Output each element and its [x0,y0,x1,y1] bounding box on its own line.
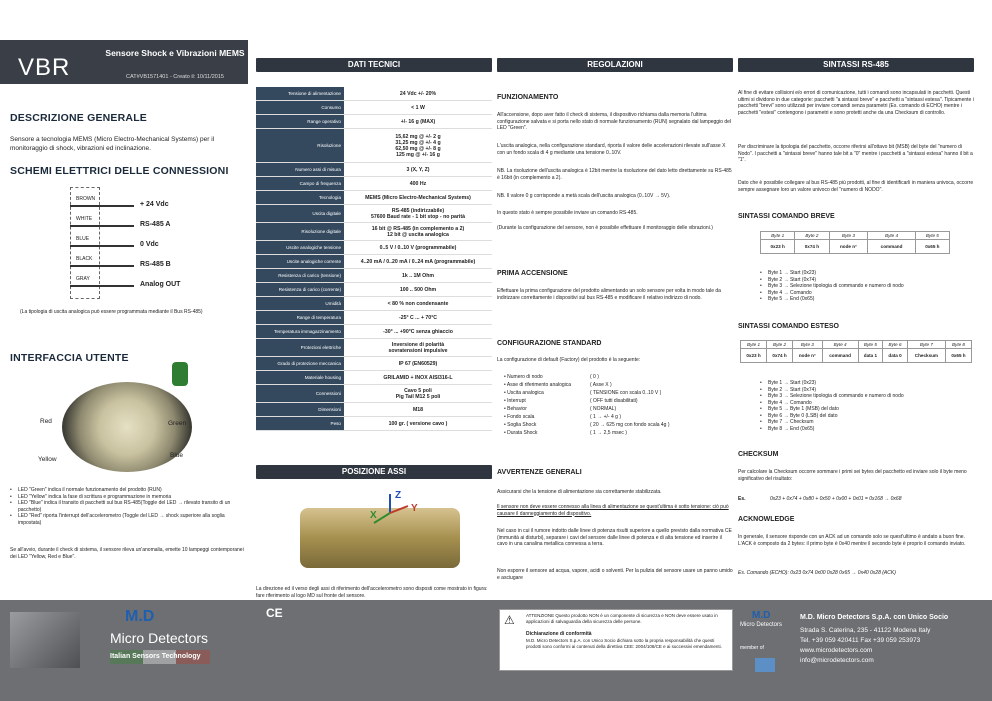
conf-item [504,398,734,406]
tech-value-line: 0..5 V / 0..10 V (programmabile) [379,244,457,251]
wire-row [70,196,200,216]
tech-value [344,223,492,240]
cmd-cell: Byte 4 [868,232,915,240]
tech-row [256,269,492,283]
tech-value [344,325,492,338]
tech-value [344,87,492,100]
axes-title: POSIZIONE ASSI [256,465,492,479]
tech-value-line: +/- 16 g (MAX) [400,118,436,125]
short-list-item: • Byte 1 → Start (0x23) [760,270,975,277]
cmd-cell: data 1 [858,349,883,363]
conf-value: ( NORMAL) [590,406,617,412]
ce-mark: CE [266,606,283,620]
tech-label: Dimensioni [256,403,344,416]
sensor-cable-photo [10,612,80,668]
tech-label: Resistenza di carico (tensione) [256,269,344,282]
cmd-cell: Byte 6 [883,341,908,349]
rs485-title: SINTASSI RS-485 [738,58,974,72]
tech-label: Uscita digitale [256,205,344,222]
ext-list-item: • Byte 7 → Checksum [760,419,975,426]
rs485-p1: Al fine di evitare collisioni e/o errori di comunicazione, tutti i comandi sono incapsulati in pacchetti. Questi ultimi si dividono in due categorie: pacchetti "a sintassi breve" e pacchetti a "sintassi estesa". Tipicamente i pacchetti "brevi" sono utilizzati per inviare comandi senza parametri (Es. comando di ECHO) mentre i pacchetti "estesi" contengono i parametri e sono protetti anche da una Checksum di controllo. [738,90,974,116]
reg-title: REGOLAZIONI [497,58,733,72]
cmd-cell: Byte 5 [915,232,949,240]
warn-p4: Non esporre il sensore ad acqua, vapore, acidi o solventi. Per la pulizia del sensore usare un panno umido e asciugare [497,568,733,581]
tech-value-line: 400 Hz [409,180,427,187]
logo-small-text: Micro Detectors [740,622,783,628]
tech-value [344,163,492,176]
tech-value [344,357,492,370]
cmd-cell: Byte 2 [795,232,829,240]
short-table [760,231,950,254]
wire-color-label: BROWN [76,196,96,202]
tech-value-line: IP 67 (EN60529) [398,360,438,367]
conf-item [504,374,734,382]
warning-text: ATTENZIONE Questo prodotto NON è un componente di sicurezza e NON deve essere usato in applicazioni di salvaguardia della sicurezza delle persone. [526,613,718,624]
conf-item [504,414,734,422]
company-web[interactable]: www.microdetectors.com [800,647,873,654]
tech-row [256,311,492,325]
tech-value-line: sovratensioni impulsive [388,347,448,354]
product-title: Sensore Shock e Vibrazioni MEMS [105,48,245,58]
warning-icon: ⚠ [504,613,515,627]
tech-value [344,269,492,282]
conf-key: • Asse di riferimento analogica [504,382,572,388]
tech-value [344,177,492,190]
conf-value: ( 0 ) [590,374,599,380]
func-p3: NB. La risoluzione dell'uscita analogica è 12bit mentre la risoluzione del dato letto direttamente su RS-485 è 16bit (in complemento a 2). [497,168,732,181]
tech-value-line: RS-485 (indirizzabile) [391,207,445,214]
cmd-cell: command [868,240,915,254]
member-text: member of [740,645,764,651]
led-green-label: Green [168,420,187,427]
tech-value-line: MEMS (Micro Electro-Mechanical Systems) [365,194,471,201]
company-mail[interactable]: info@microdetectors.com [800,657,874,664]
conf-value: ( Asse X ) [590,382,612,388]
short-list-item: • Byte 3 → Selezione tipologia di commando e numero di nodo [760,283,975,290]
led-list-item: • LED "Blue" indica il transito di pacchetti sul bus RS-485(Toggle del LED → rilevato transito di un pacchetto) [10,500,245,513]
tech-label: Consumo [256,101,344,114]
func-p5: In questo stato è sempre possibile inviare un comando RS-485. [497,210,638,216]
conf-key: • Interrupt [504,398,526,404]
tech-label: Temperatura immagazzinamento [256,325,344,338]
wire-line [70,245,134,247]
conf-key: • Soglia Shock [504,422,537,428]
led-list-item: • LED "Red" riporta l'interrupt dell'accelerometro (Toggle del LED → shock superiore alla soglia impostata) [10,513,245,526]
conf-value: ( 1 → 2,5 msec ) [590,430,627,436]
ui-title: INTERFACCIA UTENTE [10,352,129,364]
tech-label: Umidità [256,297,344,310]
cmd-cell: Byte 3 [793,341,823,349]
tech-label: Resistenza di carico (corrente) [256,283,344,296]
tech-row [256,129,492,163]
func-p2: L'uscita analogica, nella configurazione standard, riporta il valore delle accelerazioni rilevate sull'asse X con un fondo scala di 4 g mediante una tensione 0..10V. [497,143,726,156]
tech-value [344,403,492,416]
led-list-item: • LED "Green" indica il normale funzionamento del prodotto (RUN) [10,487,245,494]
conf-key: • Numero di nodo [504,374,543,380]
ext-list-item: • Byte 4 → Comando [760,400,975,407]
tech-value [344,417,492,430]
axes-note: La direzione ed il verso degli assi di riferimento dell'accelerometro sono disposti come mostrato in figura: fare riferimento al logo MD sul fronte del sensore. [256,586,488,599]
short-list-item: • Byte 2 → Start (0x74) [760,277,975,284]
ack-p: In generale, il sensore risponde con un ACK ad un comando solo se quest'ultimo è andato a buon fine. L'ACK è composto da 2 bytes: il primo byte è 0x40 mentre il secondo byte è proprio il comando inviato. [738,534,966,547]
led-red-label: Red [40,418,52,425]
wire-color-label: BLACK [76,256,93,262]
ext-list-item: • Byte 6 → Byte 0 (LSB) del dato [760,413,975,420]
md-small-logo-icon: M.D [752,610,771,621]
wire-line [70,285,134,287]
led-list [10,487,245,526]
cmd-cell: Byte 1 [741,341,767,349]
axis-x-label: X [370,510,377,521]
schema-note: (La tipologia di uscita analogica può essere programmata mediante il Bus RS-485) [20,309,203,315]
product-code: VBR [18,54,71,81]
tech-value [344,311,492,324]
cmd-cell: Byte 3 [829,232,868,240]
tech-value-line: M18 [412,406,424,413]
tech-label: Risoluzione digitale [256,223,344,240]
company-addr: Strada S. Caterina, 235 - 41122 Modena Italy [800,627,931,634]
func-p6: (Durante la configurazione del sensore, non è possibile effettuare il monitoraggio delle vibrazioni.) [497,225,713,231]
cmd-cell: Byte 8 [945,341,971,349]
cmd-cell: Checksum [907,349,945,363]
cmd-cell: Byte 5 [858,341,883,349]
wire-color-label: WHITE [76,216,93,222]
conf-key: • Behavior [504,406,527,412]
tech-value [344,371,492,384]
tech-label: Tecnologia [256,191,344,204]
wiring-diagram [70,196,200,296]
tech-value [344,297,492,310]
warn-p1: Assicurarsi che la tensione di alimentazione sia correttamente stabilizzata. [497,489,662,495]
tech-value-line: 31,25 mg @ +/- 4 g [395,139,441,146]
axis-z-label: Z [395,490,402,501]
axis-y-label: Y [411,503,418,514]
md-logo-icon: M.D [125,608,155,625]
ext-title: SINTASSI COMANDO ESTESO [738,323,839,330]
tech-label: Uscite analogiche corrente [256,255,344,268]
conf-list [504,374,734,438]
tech-row [256,297,492,311]
cmd-cell: data 0 [883,349,908,363]
tech-value-line: < 80 % non condensante [387,300,449,307]
wire-line [70,225,134,227]
tech-value-line: Pig Tail M12 5 poli [395,393,441,400]
decl-text: M.D. Micro Detectors S.p.A. con Unico Socio dichiara sotto la propria responsabilità che questi prodotti sono conformi ai contenuti della direttiva CEE: 2004/108/CE e ai successivi emendamenti. [526,638,722,649]
tech-value [344,339,492,356]
cmd-cell: 0x74 h [767,349,793,363]
tech-row [256,325,492,339]
tech-row [256,177,492,191]
ack-es: Es. Comando (ECHO): 0x23 0x74 0x00 0x28 0x65 → 0x40 0x28 (ACK) [738,570,896,576]
short-list [760,270,975,303]
tech-value-line: 4..20 mA / 0..20 mA / 0..24 mA (programmabile) [360,258,476,265]
tech-value [344,385,492,402]
conf-value: ( TENSIONE con scala 0..10 V ) [590,390,662,396]
tech-value-line: -25° C ... + 70°C [398,314,438,321]
warn-p2: Il sensore non deve essere connesso alla linea di alimentazione se quest'ultima è sotto tensione: ciò può causare il danneggiamento del dispositivo. [497,504,729,517]
wire-signal-label: Analog OUT [140,281,181,288]
tech-label: Uscite analogiche tensione [256,241,344,254]
tech-label: Protezioni elettriche [256,339,344,356]
cmd-cell: 0x65 h [945,349,971,363]
schema-title: SCHEMI ELETTRICI DELLE CONNESSIONI [10,165,229,177]
cmd-cell: 0x74 h [795,240,829,254]
ext-list-item: • Byte 2 → Start (0x74) [760,387,975,394]
tech-value [344,283,492,296]
tech-row [256,101,492,115]
tech-row [256,163,492,177]
ext-list-item: • Byte 3 → Selezione tipologia di commando e numero di nodo [760,393,975,400]
cmd-cell: 0x65 h [915,240,949,254]
tech-value-line: 57600 Baud rate - 1 bit stop - no parità [371,213,465,220]
ext-list-item: • Byte 1 → Start (0x23) [760,380,975,387]
tech-row [256,403,492,417]
group-logo-icon [755,658,775,672]
conf-p: La configurazione di default (Factory) del prodotto è la seguente: [497,357,641,363]
tech-value-line: 16 bit @ RS-485 (in complemento a 2) [371,225,465,232]
tech-label: Range di temperatura [256,311,344,324]
tech-row [256,205,492,223]
tech-value [344,115,492,128]
conf-key: • Fondo scala [504,414,535,420]
tech-value [344,191,492,204]
tech-row [256,115,492,129]
conf-item [504,406,734,414]
ext-list [760,380,975,432]
tech-label: Campo di frequenza [256,177,344,190]
cmd-cell: 0x23 h [761,240,795,254]
tech-table [256,87,492,431]
tech-value-line: 3 (X, Y, Z) [406,166,430,173]
led-list-item: • LED "Yellow" indica la fase di scrittura e programmazione in memoria [10,494,245,501]
tech-value-line: 1k .. 1M Ohm [402,272,434,279]
first-p: Effettuare la prima configurazione del prodotto alimentando un solo sensore per volta in modo tale da indirizzare correttamente i dispositivi sul bus RS-485 e modificare il relativo indirizzo di nodo. [497,288,721,301]
conf-item [504,390,734,398]
tech-value-line: < 1 W [411,104,425,111]
func-title: FUNZIONAMENTO [497,94,559,101]
conf-key: • Uscita analogica [504,390,544,396]
led-para: Se all'avvio, durante il check di sistema, il sensore rileva un'anomalia, emette 10 lampeggi contemporanei dei LED "Yellow, Red e Blue". [10,547,244,560]
tech-value-line: 100 .. 500 Ohm [399,286,437,293]
warn-title: AVVERTENZE GENERALI [497,469,582,476]
tech-value [344,255,492,268]
conf-item [504,422,734,430]
rs485-p3: Dato che è possibile collegare al bus RS-485 più prodotti, al fine di identificarli in maniera univoca, occorre sempre assegnare loro un valore univoco del "numero di NODO". [738,180,974,193]
tech-value [344,101,492,114]
catalog-code: CAT#VB1571401 - Creato il: 10/11/2015 [126,74,224,80]
conf-value: ( 20 → 625 mg con fondo scala 4g ) [590,422,670,428]
tech-value-line: 12 bit @ uscita analogica [387,231,449,238]
tech-row [256,371,492,385]
brand-name: Micro Detectors [110,630,209,646]
tech-value [344,205,492,222]
wire-row [70,256,200,276]
tech-row [256,339,492,357]
tech-value-line: 125 mg @ +/- 16 g [396,151,440,158]
cmd-cell: Byte 2 [767,341,793,349]
decl-title: Dichiarazione di conformità [526,631,592,637]
conf-title: CONFIGURAZIONE STANDARD [497,340,602,347]
warn-p3: Nel caso in cui il rumore indotto dalle linee di potenza risulti superiore a quello previsto dalla normativa CE (immunità ai disturbi), separare i cavi del sensore dalle linee di potenza e di alta tensione ed inserire il cavo in una canalina metallica connessa a terra. [497,528,732,547]
cmd-cell: 0x23 h [741,349,767,363]
tech-value-line: -30° ... +90°C senza ghiaccio [383,328,453,335]
func-p1: All'accensione, dopo aver fatto il check di sistema, il dispositivo richiama dalla memoria l'ultima configurazione salvata e si porta nello stato di normale funzionamento (RUN) segnalato dal lampeggio del LED "Green". [497,112,732,131]
tech-label: Risoluzione [256,129,344,162]
company-tel: Tel. +39 059 420411 Fax +39 059 253973 [800,637,921,644]
cks-title: CHECKSUM [738,451,779,458]
led-blue-label: Blue [170,452,184,459]
cmd-cell: command [822,349,858,363]
wire-line [70,265,134,267]
tech-label: Peso [256,417,344,430]
brand-tagline: Italian Sensors Technology [110,653,201,660]
wire-row [70,216,200,236]
wire-line [70,205,134,207]
conf-item [504,382,734,390]
tech-label: Numero assi di misura [256,163,344,176]
tech-row [256,87,492,101]
cks-p: Per calcolare la Checksum occorre sommare i primi sei bytes del pacchetto ed inviare solo il byte meno significativo del risultato: [738,469,967,482]
func-p4: NB. Il valore 0 g corrisponde a metà scala dell'uscita analogica (0..10V → 5V). [497,193,671,199]
wire-signal-label: + 24 Vdc [140,201,169,208]
rs485-p2: Per discriminare la tipologia del pacchetto, occorre riferirsi all'ottavo bit (MSB) del byte del "numero di Nodo". I pacchetti a "sintassi breve" hanno tale bit a "0" mentre i pacchetti a "sintassi estesa" hanno il bit a "1". [738,144,973,163]
tech-row [256,255,492,269]
tech-row [256,283,492,297]
tech-value-line: 24 Vdc +/- 20% [399,90,437,97]
tech-row [256,417,492,431]
tech-label: Grado di protezione meccanica [256,357,344,370]
ext-table [740,340,972,363]
cmd-cell: Byte 4 [822,341,858,349]
tech-row [256,357,492,371]
conf-value: ( OFF tutti disabilitati) [590,398,638,404]
conf-value: ( 1 → +/- 4 g ) [590,414,621,420]
conf-item [504,430,734,438]
wire-color-label: GRAY [76,276,90,282]
led-yellow-label: Yellow [38,456,57,463]
tech-row [256,223,492,241]
conf-key: • Durata Shock [504,430,538,436]
tech-row [256,241,492,255]
wire-signal-label: RS-485 B [140,261,171,268]
wire-row [70,236,200,256]
company-name: M.D. Micro Detectors S.p.A. con Unico Socio [800,614,949,621]
tech-value [344,129,492,162]
tech-row [256,385,492,403]
ext-list-item: • Byte 5 → Byte 1 (MSB) del dato [760,406,975,413]
wire-signal-label: 0 Vdc [140,241,159,248]
short-list-item: • Byte 4 → Comando [760,290,975,297]
cmd-cell: node n° [829,240,868,254]
first-title: PRIMA ACCENSIONE [497,270,568,277]
tech-value-line: GRILAMID + INOX AISI316-L [383,374,453,381]
wire-row [70,276,200,296]
cmd-cell: Byte 1 [761,232,795,240]
tech-value-line: 15,62 mg @ +/- 2 g [395,133,441,140]
wire-color-label: BLUE [76,236,90,242]
short-title: SINTASSI COMANDO BREVE [738,213,835,220]
short-list-item: • Byte 5 → End (0x65) [760,296,975,303]
desc-title: DESCRIZIONE GENERALE [10,112,148,124]
cks-es: Es. [738,496,746,502]
tech-value-line: 100 gr. ( versione cavo ) [388,420,448,427]
tech-label: Range operativo [256,115,344,128]
tech-value [344,241,492,254]
desc-text: Sensore a tecnologia MEMS (Micro Electro-Mechanical Systems) per il monitoraggio di shock, vibrazioni ed inclinazione. [10,136,215,152]
ext-list-item: • Byte 8 → End (0x65) [760,426,975,433]
tech-row [256,191,492,205]
tech-value-line: Cavo 5 poli [404,387,432,394]
tech-label: Tensione di alimentazione [256,87,344,100]
cmd-cell: Byte 7 [907,341,945,349]
wire-signal-label: RS-485 A [140,221,171,228]
green-cable [172,362,188,386]
cks-formula: 0x23 + 0x74 + 0x80 + 0x50 + 0x00 + 0x01 = 0x168 → 0x68 [770,496,902,502]
tech-label: Materiale housing [256,371,344,384]
tech-value-line: 62,50 mg @ +/- 8 g [395,145,441,152]
ack-title: ACKNOWLEDGE [738,516,795,523]
tech-label: Connessioni [256,385,344,402]
tech-title: DATI TECNICI [256,58,492,72]
tech-value-line: Inversione di polarità [391,341,445,348]
cmd-cell: node n° [793,349,823,363]
